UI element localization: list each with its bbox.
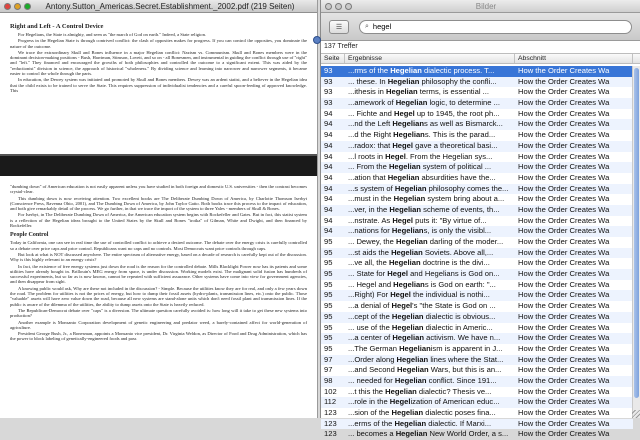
result-snippet — [345, 376, 515, 387]
result-section: How the Order Creates Wa — [518, 333, 610, 343]
snippet-before: ...a center of — [348, 333, 393, 343]
snippet-before: ...cept of the — [348, 311, 392, 321]
snippet-match: Hegelian — [395, 98, 428, 108]
snippet-after: logic, to determine ... — [427, 98, 500, 108]
snippet-match: Hegelian — [388, 162, 421, 172]
snippet-before: ... Fichte and — [348, 108, 395, 118]
snippet-before: ...nd the Left — [348, 119, 393, 129]
result-page: 94 — [324, 194, 333, 204]
snippet-after: Wars, but this is an... — [428, 365, 502, 375]
result-section: How the Order Creates Wa — [518, 194, 610, 204]
snippet-after: dialectic poses fina... — [423, 408, 496, 417]
result-snippet — [345, 419, 515, 430]
page-paragraph: For Iserbyt, in The Deliberate Dumbing Down of America, the American education system begins with Rockefeller and Gates. But in fact, this statist system is a reflection of the Hegelian ideas brought to the United States by the Skull and Bones "troika" of Gilman, White and Dwight, and then financed by Rockefeller. — [10, 212, 307, 229]
view-toggle-button[interactable] — [329, 20, 349, 34]
page-paragraph: But look at what is NOT discussed anywhere. The entire spectrum of alternative energy, based on a decade of research is carefully kept out of the discussion. Why is this highly relevant to an energy crisis? — [10, 251, 307, 263]
snippet-before: ...Right) For — [348, 290, 391, 300]
result-snippet — [345, 152, 515, 163]
result-snippet — [345, 312, 515, 323]
page-paragraph: For Hegelians, the State is almighty, and seen as "the march of God on earth." Indeed, a State religion. — [18, 32, 207, 37]
page-paragraph: Today in California, one can see in real time the use of controlled conflict to achieve a desired outcome. The debate over the energy crisis is carefully controlled so a debate over price caps and price control. Republicans want no caps and no controls. Most Democrats want price controls through caps. — [10, 240, 307, 251]
result-row[interactable] — [321, 194, 633, 205]
result-snippet — [345, 355, 515, 366]
snippet-match: Hegelian — [394, 183, 427, 193]
result-page: 102 — [324, 386, 337, 396]
result-page: 93 — [324, 98, 333, 108]
result-page: 94 — [324, 226, 333, 236]
result-section: How the Order Creates Wa — [518, 204, 610, 214]
result-section: How the Order Creates Wa — [518, 418, 610, 428]
result-page: 112 — [324, 397, 337, 407]
column-header-page[interactable]: Seite — [321, 54, 345, 63]
window-controls — [4, 3, 31, 10]
result-page: 97 — [324, 354, 333, 364]
snippet-match: Hegelian — [391, 408, 424, 417]
pdf-viewer-window — [0, 0, 318, 418]
result-section: How the Order Creates Wa — [518, 269, 610, 279]
result-snippet — [345, 226, 515, 237]
zoom-window-button[interactable] — [24, 3, 31, 10]
search-panel-window — [320, 0, 640, 439]
result-section: How the Order Creates Wa — [518, 237, 610, 246]
result-row[interactable] — [321, 248, 633, 259]
page-heading: Right and Left - A Control Device — [10, 23, 104, 30]
result-snippet — [345, 397, 515, 408]
snippet-before: ...t this the — [348, 386, 386, 396]
pdf-window-title: Antony.Sutton_Americas.Secret.Establishment._2002.pdf (219 Seiten) — [45, 1, 295, 11]
result-page: 94 — [324, 151, 333, 161]
snippet-after: doctrine is the divi... — [420, 258, 490, 268]
result-row[interactable] — [321, 109, 633, 120]
page-paragraph: We trace the extraordinary Skull and Bones influence in a major Hegelian conflict: Nazism vs. Communism. Skull and Bones members were in the dominant decision-making positions - Bush, Harriman, Stimson, Lovett, and so on - all Bonesmen, and instrumental in guiding the conflict through use of "right" and "left." They financed and encouraged the growths of both philosophies and controlled the outcome to a significant extent. This was aided by the "reductionist" division in science, the approach of historical "wholeness." By dividing science and learning into narrower and narrower segments, it became easier to control the whole through the parts. — [10, 49, 307, 77]
result-page: 93 — [324, 76, 333, 86]
snippet-match: Hegelian — [392, 119, 424, 129]
column-header-results[interactable]: Ergebnisse — [345, 54, 515, 63]
snippet-before: ...ver, in the — [348, 204, 390, 214]
snippet-match: Hegelian — [388, 258, 421, 268]
result-row[interactable] — [321, 280, 633, 291]
result-section: How the Order Creates Wa — [518, 108, 610, 118]
page-separator — [0, 154, 317, 176]
result-section: How the Order Creates Wa — [518, 354, 610, 364]
snippet-after: system of political ... — [420, 162, 492, 172]
page-paragraph: Another example is Monsanto Corporation development of genetic engineering and predator weed, a barely-contained affect for world-generation of agriculture. — [10, 319, 307, 330]
column-header-section[interactable]: Abschnitt — [515, 54, 633, 63]
result-section: How the Order Creates Wa — [518, 130, 610, 140]
snippet-after: dialectic is obvious... — [423, 311, 496, 321]
result-row[interactable] — [321, 226, 633, 237]
search-field[interactable] — [359, 20, 632, 34]
snippet-before: ...l roots in — [348, 151, 386, 161]
snippet-after: Soviets. Above all,... — [422, 247, 494, 257]
result-row[interactable] — [321, 130, 633, 141]
result-row[interactable] — [321, 152, 633, 163]
result-page: 95 — [324, 290, 333, 300]
snippet-after: . From the Hegelian sys... — [405, 151, 493, 161]
result-row[interactable] — [321, 290, 633, 301]
result-section: How the Order Creates Wa — [518, 98, 610, 108]
result-row[interactable] — [321, 344, 633, 355]
snippet-match: Hegelian — [393, 194, 426, 204]
page-paragraph: A knowing public would ask, Why are these not included in the discussion? - Simple. Because the utilities know they are for real, and only a few years down the road. The problem for utilities is not the prices of energy, but how to dump their fossil assets (hydro-plants, transmission lines, etc.) onto the public. Those "valuable" assets will have zero value down the road, because all new systems are stand-alone units which don't need fossil plant and transmission lines. If the public is aware of the dilemma of the utilities, the ability to dump assets onto the State is heavily reduced. — [10, 285, 307, 307]
snippet-match: Hegelian — [385, 87, 418, 97]
snippet-before: ...and Second — [348, 365, 397, 375]
snippet-match: Hegelian — [396, 365, 429, 375]
result-page: 95 — [324, 237, 333, 246]
result-row[interactable] — [321, 87, 633, 98]
result-page: 123 — [324, 429, 337, 439]
snippet-before: ...erms of the — [348, 418, 395, 428]
pdf-content[interactable] — [0, 14, 317, 418]
snippet-after: dialectic. If Marxi... — [426, 418, 492, 428]
zoom-window-button[interactable] — [345, 3, 352, 10]
result-row[interactable] — [321, 269, 633, 280]
result-snippet — [345, 98, 515, 109]
snippet-before: ...ation that — [348, 172, 388, 182]
snippet-after: scheme of events, th... — [421, 204, 500, 214]
result-snippet — [345, 119, 515, 130]
result-snippet — [345, 205, 515, 216]
snippet-after: and Hegelians is God on... — [407, 269, 500, 279]
result-section: How the Order Creates Wa — [518, 247, 610, 257]
result-snippet — [345, 344, 515, 355]
close-window-button[interactable] — [325, 3, 332, 10]
snippet-before: ... needed for — [348, 375, 395, 385]
snippet-match: Hegelian — [394, 418, 427, 428]
snippet-before: ... From the — [348, 162, 389, 172]
snippet-match: Hegel — [389, 397, 411, 407]
snippet-match: Hegelian — [393, 279, 425, 289]
minimize-window-button[interactable] — [14, 3, 21, 10]
results-table-header — [321, 53, 640, 64]
snippet-match: Hegelian — [391, 322, 424, 332]
result-row[interactable] — [321, 387, 633, 398]
snippet-after: lines where the Stat... — [428, 354, 504, 364]
results-scrollbar[interactable] — [632, 66, 640, 418]
result-row[interactable] — [321, 184, 633, 195]
result-snippet — [345, 408, 515, 419]
snippet-match: Hegel — [385, 151, 406, 161]
snippet-before: ...role in the — [348, 397, 390, 407]
page-paragraph: "dumbing down" of American education is not easily apparent unless you have studied in both foreign and domestic U.S. universities - then the contrast becomes crystal-clear. — [10, 184, 307, 195]
result-page: 94 — [324, 215, 333, 225]
result-snippet — [345, 323, 515, 334]
snippet-before: ...nstrate. As — [348, 215, 393, 225]
snippet-after: ization of American educ... — [410, 397, 500, 407]
snippet-after: philosophy the confli... — [419, 76, 497, 86]
result-snippet — [345, 387, 515, 398]
snippet-match: Hegelian — [389, 204, 422, 214]
snippet-after: s. This is the parad... — [424, 130, 496, 140]
result-page: 95 — [324, 333, 333, 343]
snippet-after: dialectic? Thesis ve... — [416, 386, 492, 396]
snippet-match: Hegelian — [399, 343, 431, 353]
snippet-match: Hegel — [390, 290, 411, 300]
result-row[interactable] — [321, 77, 633, 88]
result-section: How the Order Creates Wa — [518, 76, 610, 86]
page-paragraph: President George Bush, Jr., a Bonesman, appoints a Monsanto vice president, Dr. Virginia Weldon, as Director of Food and Drug Administration, which has the power to block labeling of genetically-engineered foods and pass — [10, 331, 307, 342]
snippet-match: Hegelian — [390, 66, 422, 75]
result-section: How the Order Creates Wa — [518, 365, 610, 375]
result-page: 94 — [324, 130, 333, 140]
search-window-title: Bilder — [475, 1, 497, 11]
page-paragraph: This dumbing down is now receiving attention. Two excellent books are The Deliberate Dumbing Down of America, by Charlotte Thomson Iserbyt (Conscience Press, Ravenna Ohio, 2001), and The Dumbing Down of America, by John Taylor Gatto. Both books trace this process to the impact of education, and both give remarkably detail of the process. We go further, in that we trace the import of the system to three Yales - members of Skull & Bones. — [10, 195, 307, 212]
snippet-after: ism is apparent in J... — [430, 343, 503, 353]
scrollbar-thumb[interactable] — [634, 68, 639, 398]
result-section: How the Order Creates Wa — [518, 311, 610, 321]
snippet-match: Hegelian — [385, 386, 417, 396]
snippet-after: philosophy comes the... — [426, 183, 509, 193]
result-page: 94 — [324, 119, 333, 129]
result-snippet — [345, 269, 515, 280]
result-section: How the Order Creates Wa — [518, 343, 610, 353]
result-snippet — [345, 141, 515, 152]
result-page: 93 — [324, 87, 333, 97]
snippet-after: dialectic process. T... — [421, 66, 495, 75]
result-page: 94 — [324, 162, 333, 172]
result-section: How the Order Creates Wa — [518, 140, 610, 150]
result-snippet — [345, 429, 515, 440]
result-row[interactable] — [321, 397, 633, 408]
result-page: 95 — [324, 322, 333, 332]
snippet-match: Hegel — [387, 269, 408, 279]
result-page: 94 — [324, 183, 333, 193]
snippet-match: Hegelian — [395, 237, 428, 246]
result-snippet — [345, 258, 515, 269]
result-page: 95 — [324, 301, 333, 311]
snippet-before: ...must in the — [348, 194, 394, 204]
list-icon: ☰ — [335, 23, 343, 31]
pdf-page-bottom — [0, 178, 317, 418]
page-paragraph: Progress in the Hegelian State is through contrived conflict: the clash of opposites makes for progress. If you can control the opposites, you dominate the nature of the outcome. — [10, 38, 307, 49]
result-row[interactable] — [321, 205, 633, 216]
result-page: 97 — [324, 365, 333, 375]
result-section: How the Order Creates Wa — [518, 408, 610, 417]
result-section: How the Order Creates Wa — [518, 386, 610, 396]
result-section: How the Order Creates Wa — [518, 162, 610, 172]
result-row[interactable] — [321, 419, 633, 430]
result-section: How the Order Creates Wa — [518, 279, 610, 289]
result-snippet — [345, 290, 515, 301]
search-input[interactable] — [373, 22, 626, 31]
page-heading: People Control — [10, 232, 49, 239]
snippet-after: s, is only the visibl... — [423, 226, 492, 236]
result-row[interactable] — [321, 119, 633, 130]
minimize-window-button[interactable] — [335, 3, 342, 10]
snippet-match: Hegelian — [395, 429, 428, 439]
snippet-match: Hegel — [392, 140, 414, 150]
snippet-after: up to 1945, the root ph... — [414, 108, 500, 118]
snippet-before: ... becomes a — [348, 429, 396, 439]
snippet-match: Hegelian — [387, 172, 420, 182]
result-snippet — [345, 184, 515, 195]
result-section: How the Order Creates Wa — [518, 258, 610, 268]
close-window-button[interactable] — [4, 3, 11, 10]
result-row[interactable] — [321, 237, 633, 248]
result-section: How the Order Creates Wa — [518, 172, 610, 182]
result-row[interactable] — [321, 216, 633, 227]
result-section: How the Order Creates Wa — [518, 375, 610, 385]
result-snippet — [345, 162, 515, 173]
result-page: 95 — [324, 343, 333, 353]
result-row[interactable] — [321, 312, 633, 323]
result-snippet — [345, 77, 515, 88]
result-row[interactable] — [321, 429, 633, 440]
snippet-before: ...amework of — [348, 98, 396, 108]
snippet-before: ...radox: that — [348, 140, 393, 150]
result-row[interactable] — [321, 323, 633, 334]
page-paragraph: The Republican-Democrat debate over "caps" is a diversion. The ultimate question carefully avoided is: how long will it take to get these new systems into production? — [10, 307, 307, 319]
result-page: 95 — [324, 311, 333, 321]
result-snippet — [345, 280, 515, 291]
snippet-after: New World Order, a s... — [427, 429, 509, 439]
result-page: 95 — [324, 279, 333, 289]
snippet-before: ... Dewey, the — [348, 237, 396, 246]
result-section: How the Order Creates Wa — [518, 226, 610, 236]
result-snippet — [345, 301, 515, 312]
result-row[interactable] — [321, 66, 633, 77]
result-page: 94 — [324, 204, 333, 214]
result-row[interactable] — [321, 301, 633, 312]
results-list[interactable] — [321, 66, 633, 439]
snippet-match: Hegel — [392, 215, 414, 225]
window-controls — [325, 3, 352, 10]
result-row[interactable] — [321, 258, 633, 269]
snippet-after: dialectic in Americ... — [423, 322, 493, 332]
result-row[interactable] — [321, 376, 633, 387]
result-section: How the Order Creates Wa — [518, 301, 610, 311]
snippet-before: ...rms of the — [348, 66, 391, 75]
result-section: How the Order Creates Wa — [518, 397, 610, 407]
snippet-before: ...sion of the — [348, 408, 392, 417]
snippet-match: Hegel — [394, 108, 415, 118]
result-row[interactable] — [321, 333, 633, 344]
result-row[interactable] — [321, 365, 633, 376]
result-page: 94 — [324, 140, 333, 150]
result-row[interactable] — [321, 355, 633, 366]
result-snippet — [345, 130, 515, 141]
resize-grip[interactable] — [632, 410, 640, 418]
snippet-after: terms, is essential ... — [417, 87, 489, 97]
result-page: 95 — [324, 258, 333, 268]
result-snippet — [345, 87, 515, 98]
result-section: How the Order Creates Wa — [518, 322, 610, 332]
snippet-match: Hegelian — [392, 333, 424, 343]
snippet-after: activism. We have n... — [423, 333, 501, 343]
snippet-match: Hegelian — [391, 247, 423, 257]
result-page: 123 — [324, 408, 337, 417]
snippet-after: the individual is nothi... — [410, 290, 490, 300]
snippet-after: gave a theoretical basi... — [413, 140, 498, 150]
snippet-match: Hegelian — [394, 375, 427, 385]
snippet-before: ... use of the — [348, 322, 392, 332]
snippet-before: ...ve all, the — [348, 258, 389, 268]
result-page: 123 — [324, 418, 337, 428]
result-snippet — [345, 173, 515, 184]
snippet-match: Hegelian — [387, 76, 420, 86]
search-titlebar[interactable] — [321, 0, 640, 13]
snippet-after: 's "the State is God on ... — [412, 301, 496, 311]
result-row[interactable] — [321, 98, 633, 109]
result-section: How the Order Creates Wa — [518, 119, 610, 129]
result-page: 95 — [324, 247, 333, 257]
result-row[interactable] — [321, 162, 633, 173]
snippet-after: darling of the moder... — [427, 237, 504, 246]
result-snippet — [345, 194, 515, 205]
snippet-before: ...The German — [348, 343, 400, 353]
snippet-after: puts it: "By virtue of... — [413, 215, 487, 225]
snippet-after: s as well as Bismarck... — [423, 119, 503, 129]
result-snippet — [345, 109, 515, 120]
result-count: 137 Treffer — [324, 43, 358, 50]
result-page: 95 — [324, 269, 333, 279]
snippet-before: ... Hegel and — [348, 279, 394, 289]
snippet-after: s is God on earth: "... — [424, 279, 496, 289]
page-paragraph: In education, the Dewey system was initiated and promoted by Skull and Bones members. Dewey was an ardent statist, and a believer in the Hegelian idea that the child exists to be trained to serve the State. This requires suppression of individualist tendencies and a careful spoon-feeding of approved knowledge. This — [10, 77, 307, 93]
search-toolbar — [321, 13, 640, 41]
result-row[interactable] — [321, 408, 633, 419]
result-page: 94 — [324, 108, 333, 118]
snippet-after: absurdities have the... — [419, 172, 496, 182]
snippet-before: ...d the Right — [348, 130, 394, 140]
result-page: 93 — [324, 66, 333, 75]
snippet-before: ...Order along — [348, 354, 397, 364]
snippet-before: ... State for — [348, 269, 388, 279]
result-section: How the Order Creates Wa — [518, 66, 610, 75]
pdf-titlebar[interactable] — [0, 0, 317, 13]
pdf-page-top — [0, 14, 317, 152]
result-section: How the Order Creates Wa — [518, 429, 610, 439]
result-snippet — [345, 248, 515, 259]
snippet-before: ...ithesis in — [348, 87, 386, 97]
result-section: How the Order Creates Wa — [518, 290, 610, 300]
snippet-match: Hegelian — [396, 354, 429, 364]
result-section: How the Order Creates Wa — [518, 151, 610, 161]
snippet-before: ...nations for — [348, 226, 392, 236]
snippet-match: Hegel — [391, 301, 413, 311]
snippet-before: ...a denial of — [348, 301, 392, 311]
result-snippet — [345, 66, 515, 77]
result-row[interactable] — [321, 173, 633, 184]
snippet-match: Hegelian — [391, 226, 424, 236]
snippet-before: ...s system of — [348, 183, 395, 193]
result-snippet — [345, 237, 515, 248]
page-paragraph: In fact, the existence of free energy systems just down the road is the reason for the controlled debate. Mills Blacklight Power now has its patents and some utilities have already bought in. Brillouin's MEG energy from space, is under discussion. Working models exist. The malignant solid fusion has hundreds of successful experiments, but so far as is now known, cannot be repeated with sufficient assurance. Other systems have come into view for government agencies, and then disappear from sight. — [10, 263, 307, 285]
result-snippet — [345, 216, 515, 227]
result-page: 94 — [324, 172, 333, 182]
result-page: 98 — [324, 375, 333, 385]
result-section: How the Order Creates Wa — [518, 215, 610, 225]
result-snippet — [345, 365, 515, 376]
result-row[interactable] — [321, 141, 633, 152]
result-section: How the Order Creates Wa — [518, 183, 610, 193]
result-section: How the Order Creates Wa — [518, 87, 610, 97]
snippet-before: ... these. In — [348, 76, 388, 86]
result-snippet — [345, 333, 515, 344]
drawer-handle[interactable] — [313, 36, 321, 44]
snippet-match: Hegelian — [393, 130, 425, 140]
search-icon: ⌕ — [365, 22, 369, 30]
snippet-after: system bring about a... — [425, 194, 505, 204]
snippet-match: Hegelian — [391, 311, 424, 321]
snippet-before: ...st aids the — [348, 247, 392, 257]
snippet-after: conflict. Since 191... — [426, 375, 497, 385]
